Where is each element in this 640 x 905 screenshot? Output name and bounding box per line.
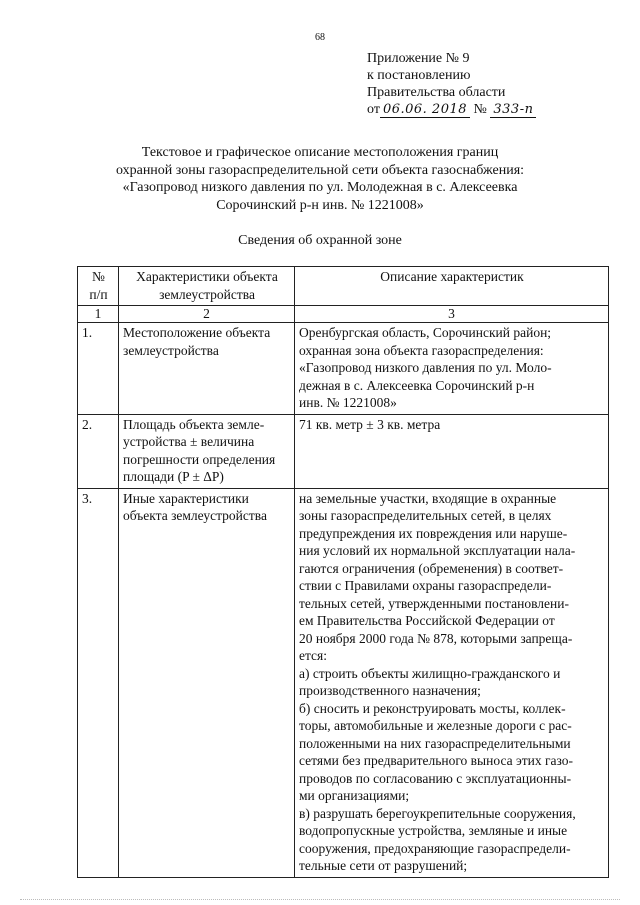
title-line: «Газопровод низкого давления по ул. Молодежная в с. Алексеевка	[122, 180, 518, 195]
column-numbering-row	[78, 306, 609, 323]
protection-zone-table	[77, 266, 609, 878]
number-prefix: №	[473, 102, 487, 117]
appendix-block	[367, 50, 536, 118]
row-number: 1.	[78, 323, 119, 415]
appendix-line-2: к постановлению	[367, 68, 471, 83]
header-number: № п/п	[78, 267, 119, 306]
document-title	[60, 144, 580, 214]
table-header-row	[78, 267, 609, 306]
appendix-line-3: Правительства области	[367, 85, 506, 100]
row-description: 71 кв. метр ± 3 кв. метра	[295, 414, 609, 488]
row-number: 3.	[78, 488, 119, 877]
table-row	[78, 414, 609, 488]
title-line: охранной зоны газораспределительной сети объекта газоснабжения:	[115, 162, 525, 178]
handwritten-date: 06.06. 2018	[380, 102, 470, 118]
column-number: 3	[295, 306, 609, 323]
page-number: 68	[315, 32, 325, 43]
row-description: Оренбургская область, Сорочинский район; охранная зона объекта газораспределения: «Газопровод низкого давления по ул. Моло- дежная в с. Алексеевка Сорочинский р-н инв. № 1221008»	[295, 323, 609, 415]
scan-edge-artifact	[20, 899, 620, 903]
title-line: Текстовое и графическое описание местоположения границ	[141, 145, 499, 160]
row-description: на земельные участки, входящие в охранные зоны газораспределительных сетей, в целях предупреждения их повреждения или наруше- ния условий их нормальной эксплуатации нала- гаются ограничения (обременения) в соответ- ствии с Правилами охраны газораспредели- тельных сетей, утвержденными постановлени- ем Правительства Российской Федерации от 20 ноября 2000 года № 878, которыми запреща- ется: а) строить объекты жилищно-гражданского и производственного назначения; б) сносить и реконструировать мосты, коллек- торы, автомобильные и железные дороги с рас- положенными на них газораспределительными сетями без предварительного выноса этих газо- проводов по согласованию с эксплуатационны- ми организациями; в) разрушать берегоукрепительные сооружения, водопропускные устройства, земляные и иные сооружения, предохраняющие газораспредели- тельные сети от разрушений;	[295, 488, 609, 877]
appendix-date-line	[367, 101, 536, 118]
column-number: 1	[78, 306, 119, 323]
header-description: Описание характеристик	[295, 267, 609, 306]
appendix-line-1: Приложение № 9	[367, 51, 470, 66]
date-prefix: от	[367, 102, 380, 117]
table-row	[78, 323, 609, 415]
row-characteristic: Иные характеристики объекта землеустройства	[119, 488, 295, 877]
section-subtitle: Сведения об охранной зоне	[238, 233, 402, 248]
row-number: 2.	[78, 414, 119, 488]
row-characteristic: Местоположение объекта землеустройства	[119, 323, 295, 415]
column-number: 2	[119, 306, 295, 323]
table-row	[78, 488, 609, 877]
handwritten-number: 333-п	[490, 102, 536, 118]
title-line: Сорочинский р-н инв. № 1221008»	[216, 197, 424, 213]
row-characteristic: Площадь объекта земле- устройства ± величина погрешности определения площади (P ± ΔP)	[119, 414, 295, 488]
header-characteristics: Характеристики объекта землеустройства	[119, 267, 295, 306]
